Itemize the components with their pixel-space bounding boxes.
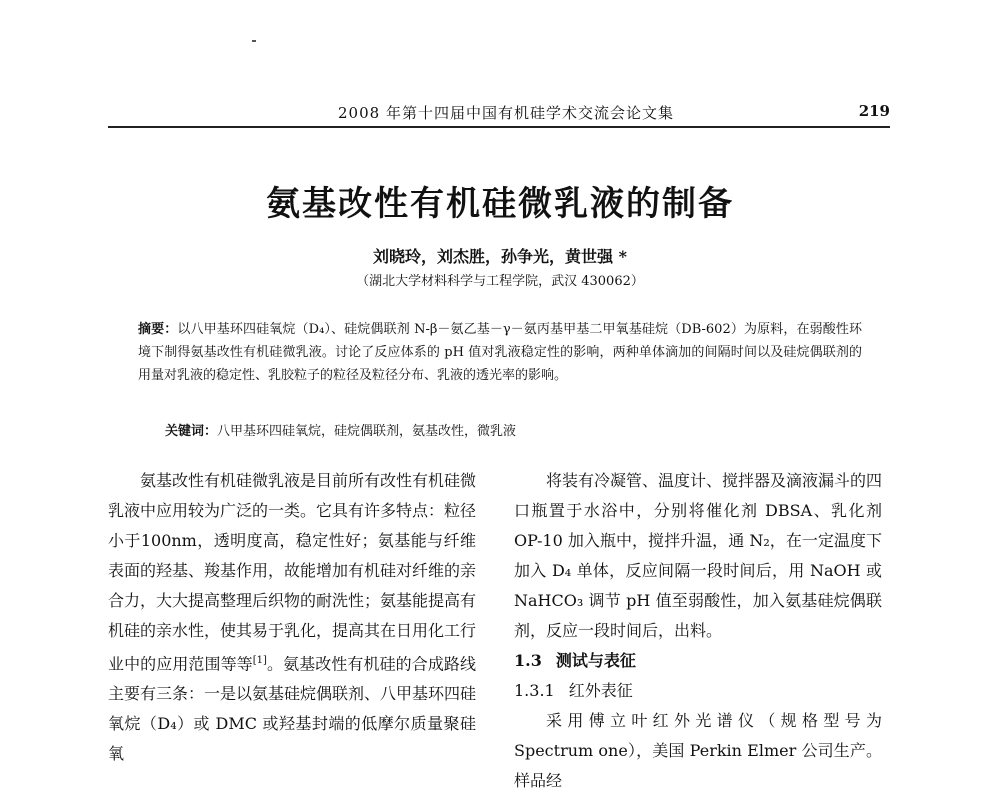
intro-paragraph bbox=[108, 466, 476, 769]
article-title: 氨基改性有机硅微乳液的制备 bbox=[266, 184, 734, 224]
keywords-label: 关键词： bbox=[165, 424, 218, 439]
ir-paragraph: 采用傅立叶红外光谱仪（规格型号为 Spectrum one），美国 Perkin Elmer 公司生产。样品经 bbox=[514, 711, 882, 790]
section-heading bbox=[514, 646, 882, 676]
subsection-heading bbox=[514, 676, 882, 706]
procedure-paragraph: 将装有冷凝管、温度计、搅拌器及滴液漏斗的四口瓶置于水浴中，分别将催化剂 DBSA、乳化剂 OP-10 加入瓶中，搅拌升温，通 N₂，在一定温度下加入 D₄ 单体，反应间隔一段时间后，用 NaOH 或 NaHCO₃ 调节 pH 值至弱酸性，加入氨基硅烷偶联剂，反应一段时间后，出料。 bbox=[514, 471, 883, 640]
citation-ref: [1] bbox=[252, 655, 267, 666]
header-title: 2008 年第十四届中国有机硅学术交流会论文集 bbox=[338, 104, 674, 122]
subsection-title: 红外表征 bbox=[568, 681, 633, 700]
body-column-right bbox=[514, 466, 882, 796]
running-header bbox=[108, 100, 890, 130]
affiliation: （湖北大学材料科学与工程学院，武汉 430062） bbox=[356, 274, 644, 289]
scan-mark bbox=[252, 40, 256, 42]
intro-text-tail: 。氨基改性有机硅的合成路线主要有三条：一是以氨基硅烷偶联剂、八甲基环四硅氧烷（D₄）或 DMC 或羟基封端的低摩尔质量聚硅氧 bbox=[108, 654, 477, 764]
page-number: 219 bbox=[858, 102, 890, 120]
abstract-label: 摘要： bbox=[138, 322, 178, 337]
keywords-text: 八甲基环四硅氧烷，硅烷偶联剂，氨基改性，微乳液 bbox=[217, 424, 517, 439]
abstract-text: 以八甲基环四硅氧烷（D₄）、硅烷偶联剂 N-β－氨乙基－γ－氨丙基甲基二甲氧基硅烷（DB-602）为原料，在弱酸性环境下制得氨基改性有机硅微乳液。讨论了反应体系的 pH 值对乳液稳定性的影响，两种单体滴加的间隔时间以及硅烷偶联剂的用量对乳液的稳定性、乳胶粒子的粒径及粒径分布、乳液的透光率的影响。 bbox=[138, 322, 862, 383]
abstract bbox=[138, 318, 862, 387]
body-column-left bbox=[108, 466, 476, 769]
section-number: 1.3 bbox=[514, 651, 542, 670]
author-list: 刘晓玲，刘杰胜，孙争光，黄世强 * bbox=[373, 247, 627, 266]
intro-text: 氨基改性有机硅微乳液是目前所有改性有机硅微乳液中应用较为广泛的一类。它具有许多特点：粒径小于100nm，透明度高，稳定性好；氨基能与纤维表面的羟基、羧基作用，故能增加有机硅对纤维的亲合力，大大提高整理后织物的耐洗性；氨基能提高有机硅的亲水性，使其易于乳化，提高其在日用化工行业中的应用范围等等 bbox=[108, 471, 477, 674]
subsection-number: 1.3.1 bbox=[514, 681, 555, 700]
header-rule bbox=[108, 126, 890, 128]
keywords bbox=[165, 420, 516, 439]
section-title: 测试与表征 bbox=[555, 651, 636, 670]
